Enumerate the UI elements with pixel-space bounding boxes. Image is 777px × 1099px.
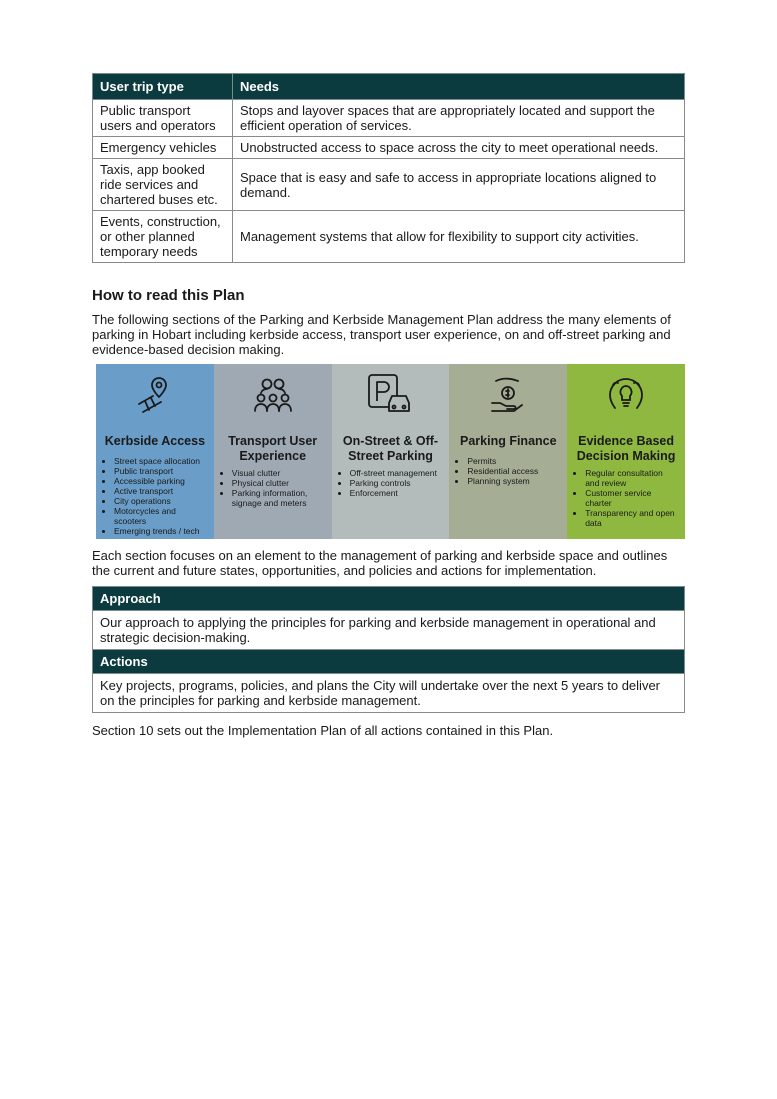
actions-text: Key projects, programs, policies, and plans the City will undertake over the next 5 years to deliver on the principles for parking and kerbside management. [93,674,685,713]
list-item: • Active transport [114,486,208,496]
panel-list [220,468,326,508]
panel-title: Parking Finance [460,434,557,448]
approach-text: Our approach to applying the principles for parking and kerbside management in operational and strategic decision-making. [93,611,685,650]
needs-cell: Space that is easy and safe to access in appropriate locations aligned to demand. [233,159,685,211]
page [92,73,685,738]
intro-paragraph: The following sections of the Parking and Kerbside Management Plan address the many elements of parking in Hobart including kerbside access, transport user experience, on and off-street parking and evidence-based decision making. [92,312,671,357]
list-item: • Accessible parking [114,476,208,486]
trip-type-cell: Public transport users and operators [93,100,233,137]
people-group-icon [220,372,326,418]
list-item: • Customer service charter [585,488,679,508]
panel-list [455,456,561,486]
implementation-note: Section 10 sets out the Implementation Plan of all actions contained in this Plan. [92,723,554,738]
actions-row [93,674,685,713]
list-item: • Visual clutter [232,468,326,478]
trip-type-cell: Events, construction, or other planned temporary needs [93,211,233,263]
list-item: • Street space allocation [114,456,208,466]
list-item: • Off-street management [350,468,444,478]
panel-title: On-Street & Off-Street Parking [342,434,439,463]
section-description-paragraph: Each section focuses on an element to the management of parking and kerbside space and outlines the current and future states, opportunities, and policies and actions for implementation. [92,548,668,578]
panel-transport-user-experience [214,364,332,539]
panel-on-off-street-parking [332,364,450,539]
list-item: • Emerging trends / tech [114,526,208,536]
needs-cell: Management systems that allow for flexibility to support city activities. [233,211,685,263]
hand-money-icon [455,372,561,418]
table-row [93,100,685,137]
panel-list [102,456,208,536]
list-item: • Parking controls [350,478,444,488]
panel-list [573,468,679,528]
table-row [93,137,685,159]
section-heading: How to read this Plan [92,287,245,304]
list-item: • City operations [114,496,208,506]
list-item: • Motorcycles and scooters [114,506,208,526]
list-item: • Residential access [467,466,561,476]
approach-header-row [93,587,685,611]
list-item: • Enforcement [350,488,444,498]
approach-actions-table [92,586,685,713]
list-item: • Regular consultation and review [585,468,679,488]
approach-header: Approach [93,587,685,611]
column-header-needs: Needs [233,74,685,100]
panel-parking-finance [449,364,567,539]
trip-type-cell: Taxis, app booked ride services and chartered buses etc. [93,159,233,211]
panel-kerbside-access [96,364,214,539]
parking-car-icon [338,372,444,418]
approach-row [93,611,685,650]
user-needs-table [92,73,685,263]
panel-list [338,468,444,498]
table-row [93,211,685,263]
needs-cell: Stops and layover spaces that are appropriately located and support the efficient operation of services. [233,100,685,137]
actions-header-row [93,650,685,674]
kerb-map-pin-icon [102,372,208,418]
list-item: • Planning system [467,476,561,486]
actions-header: Actions [93,650,685,674]
panel-title: Transport User Experience [228,434,318,463]
table-row [93,159,685,211]
list-item: • Transparency and open data [585,508,679,528]
panel-title: Evidence Based Decision Making [576,434,676,463]
list-item: • Public transport [114,466,208,476]
column-header-trip-type: User trip type [93,74,233,100]
head-lightbulb-icon [573,372,679,418]
list-item: • Parking information, signage and meters [232,488,326,508]
table-header-row [93,74,685,100]
needs-cell: Unobstructed access to space across the city to meet operational needs. [233,137,685,159]
list-item: • Physical clutter [232,478,326,488]
plan-elements-panels [96,364,685,539]
trip-type-cell: Emergency vehicles [93,137,233,159]
panel-title: Kerbside Access [104,434,206,448]
list-item: • Permits [467,456,561,466]
panel-evidence-based-decision-making [567,364,685,539]
